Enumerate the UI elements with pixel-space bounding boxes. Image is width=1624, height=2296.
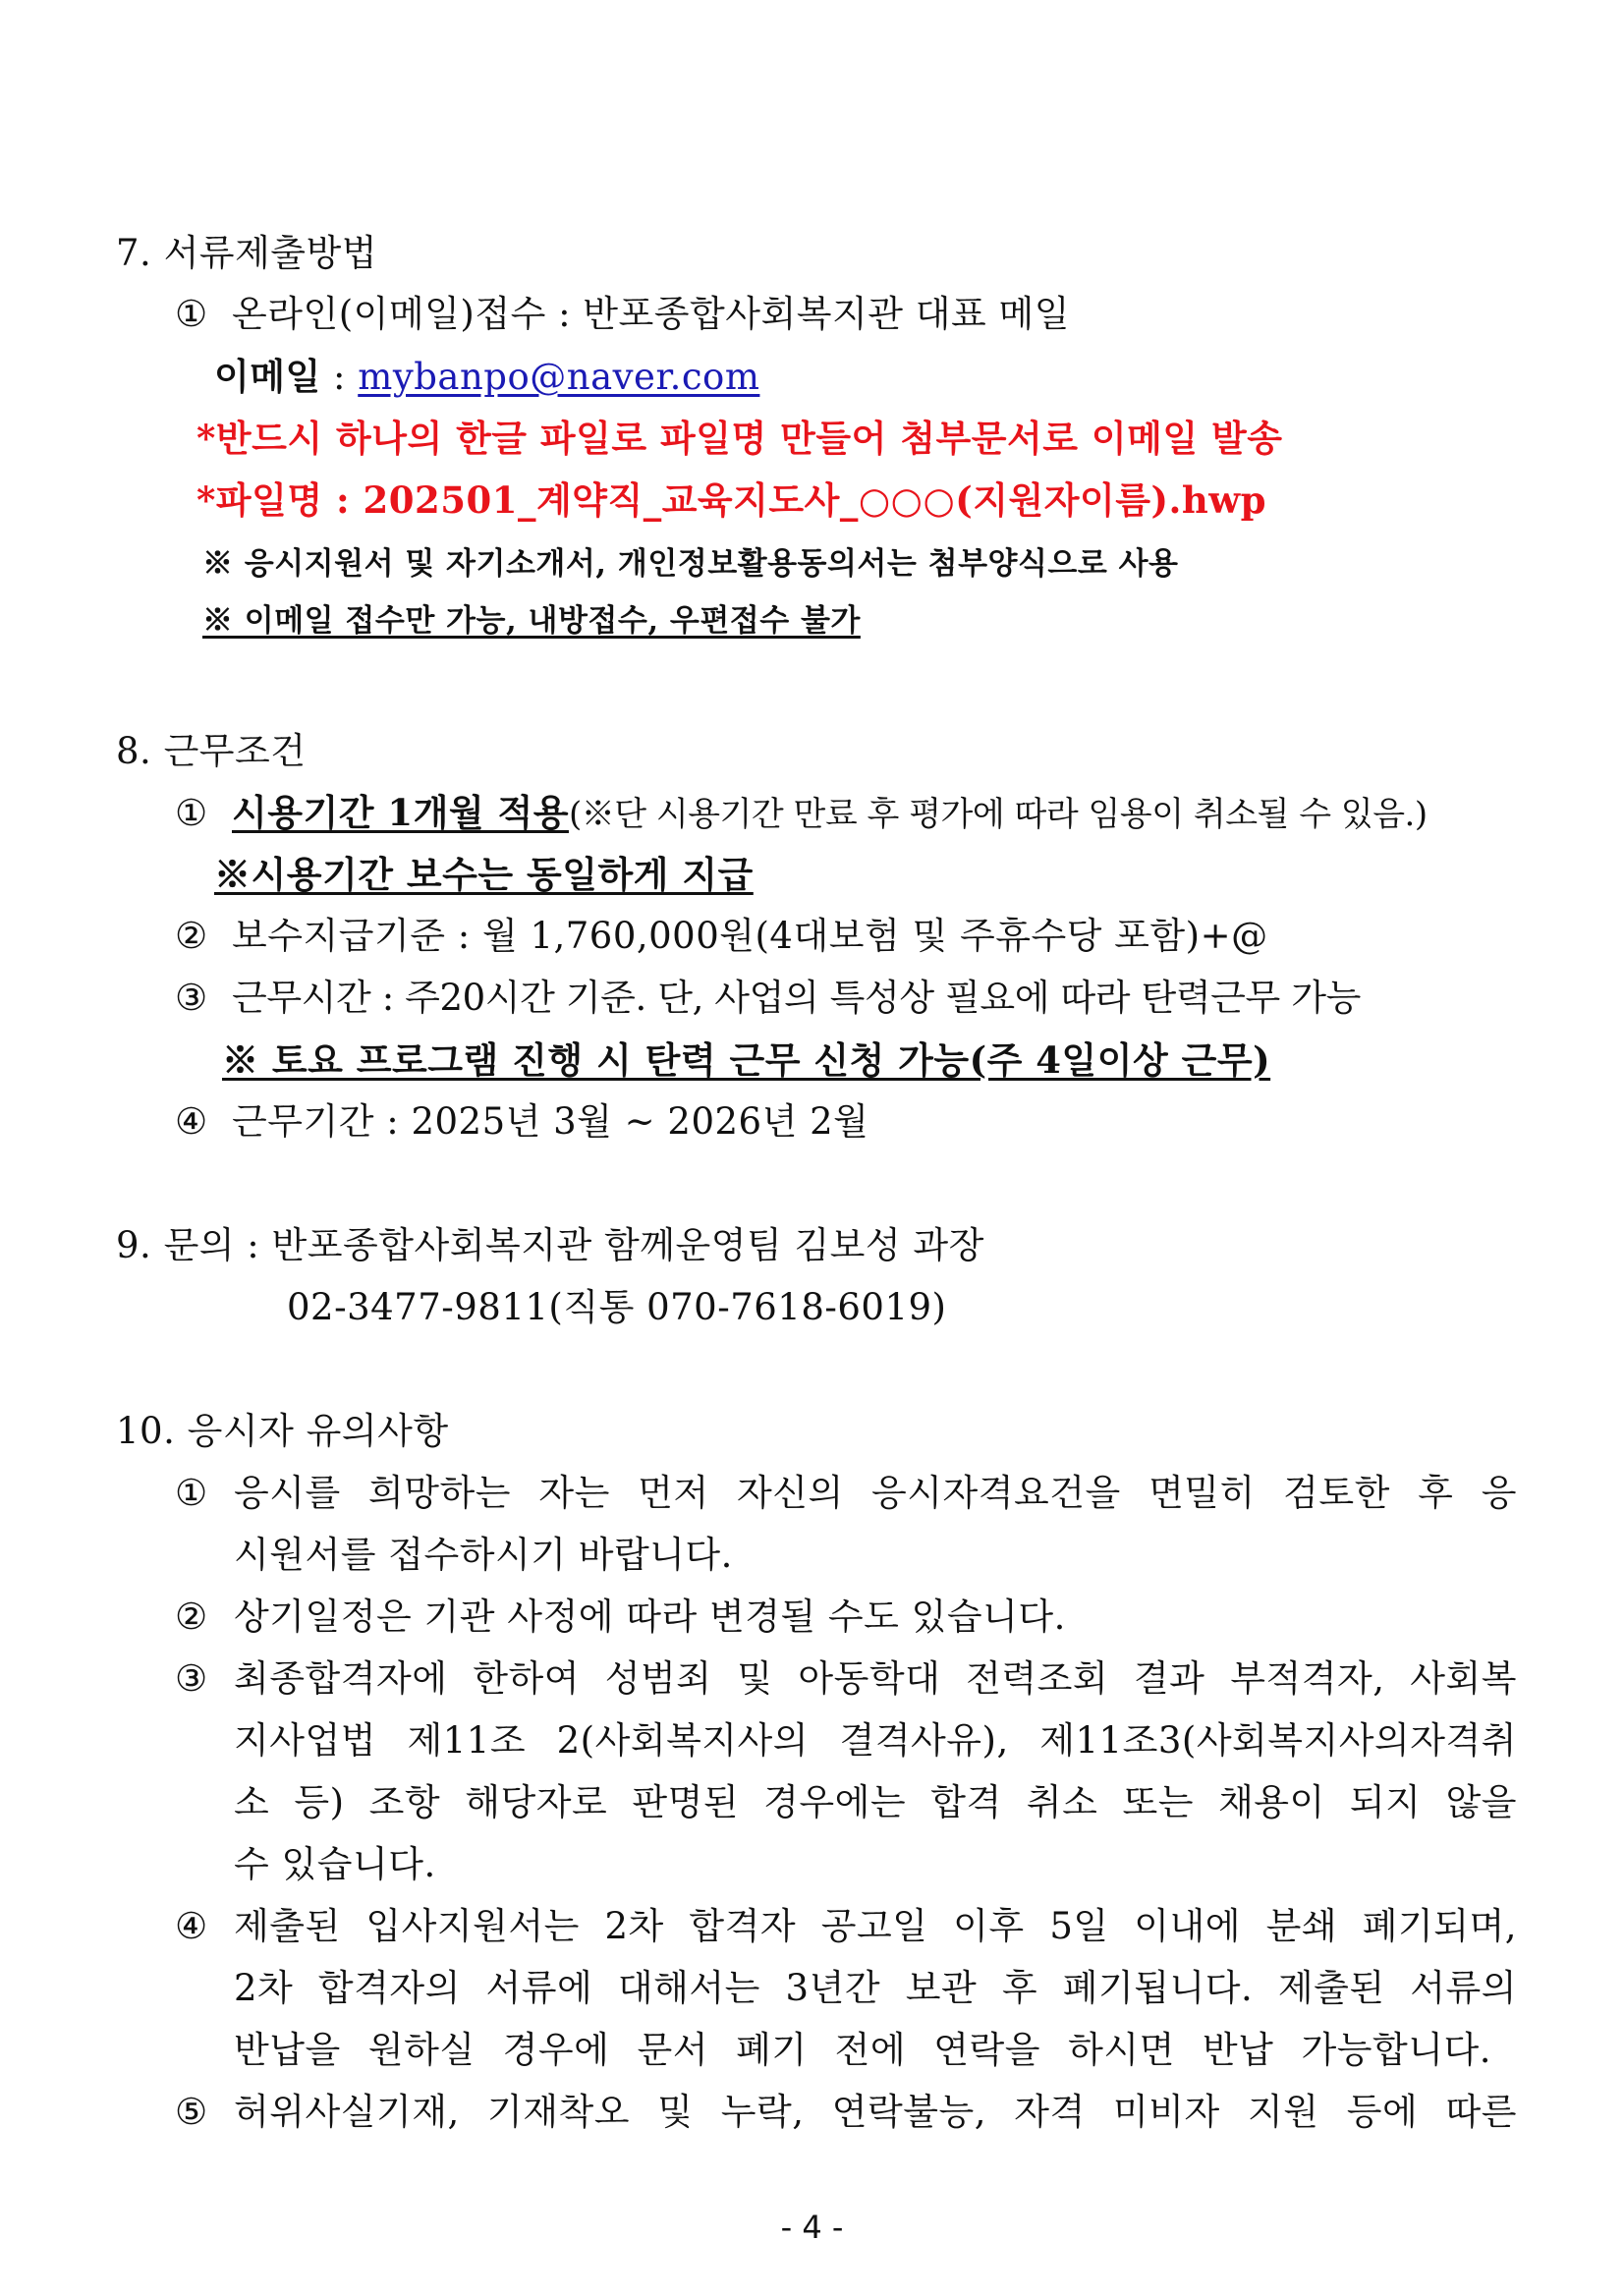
note-attachment-forms: ※ 응시지원서 및 자기소개서, 개인정보활용동의서는 첨부양식으로 사용	[202, 546, 1179, 582]
item-text: 보수지급기준 : 월 1,760,000원(4대보험 및 주휴수당 포함)+@	[232, 915, 1268, 957]
red-instruction-2: *파일명 : 202501_계약직_교육지도사_○○○(지원자이름).hwp	[196, 478, 1266, 522]
section-10-item-4-line-1: 제출된 입사지원서는 2차 합격자 공고일 이후 5일 이내에 분쇄 폐기되며,	[234, 1905, 1517, 1947]
probation-note: (※단 시용기간 만료 후 평가에 따라 임용이 취소될 수 있음.)	[568, 795, 1428, 834]
section-10-item-4-number: ④	[175, 1905, 208, 1947]
probation-period: 시용기간 1개월 적용	[232, 791, 569, 834]
section-10-item-2-number: ②	[175, 1596, 208, 1638]
section-7-item-1	[175, 291, 1070, 338]
section-10-item-4-line-3: 반납을 원하실 경우에 문서 폐기 전에 연락을 하시면 반납 가능합니다.	[234, 2029, 1491, 2071]
email-separator: :	[320, 356, 359, 398]
contact-phone: 02-3477-9811(직통 070-7618-6019)	[287, 1286, 947, 1328]
email-link[interactable]: mybanpo@naver.com	[358, 356, 760, 398]
section-10-item-1-line-2: 시원서를 접수하시기 바랍니다.	[234, 1534, 733, 1576]
page-number: - 4 -	[780, 2209, 844, 2246]
section-7-heading: 7. 서류제출방법	[116, 232, 378, 274]
saturday-program-note: ※ 토요 프로그램 진행 시 탄력 근무 신청 가능(주 4일이상 근무)	[222, 1038, 1271, 1082]
section-10-item-1-line-1: 응시를 희망하는 자는 먼저 자신의 응시자격요건을 면밀히 검토한 후 응	[234, 1472, 1517, 1514]
item-number: ④	[175, 1100, 208, 1143]
section-10-item-2-line-1: 상기일정은 기관 사정에 따라 변경될 수도 있습니다.	[234, 1596, 1066, 1638]
section-10-item-3-line-1: 최종합격자에 한하여 성범죄 및 아동학대 전력조회 결과 부적격자, 사회복	[234, 1657, 1517, 1700]
item-number: ②	[175, 915, 208, 957]
section-10-heading: 10. 응시자 유의사항	[116, 1410, 449, 1452]
section-10-item-3-line-4: 수 있습니다.	[234, 1843, 436, 1885]
section-8-item-1	[175, 789, 1428, 838]
section-10-item-4-line-2: 2차 합격자의 서류에 대해서는 3년간 보관 후 폐기됩니다. 제출된 서류의	[234, 1967, 1517, 2009]
item-number: ③	[175, 977, 208, 1019]
item-number: ①	[175, 293, 208, 335]
section-9-contact: 9. 문의 : 반포종합사회복지관 함께운영팀 김보성 과장	[116, 1224, 984, 1266]
section-10-item-5-line-1: 허위사실기재, 기재착오 및 누락, 연락불능, 자격 미비자 지원 등에 따른	[234, 2091, 1517, 2133]
section-8-item-2	[175, 913, 1268, 960]
section-10-item-3-line-2: 지사업법 제11조 2(사회복지사의 결격사유), 제11조3(사회복지사의자격취	[234, 1719, 1517, 1762]
section-10-item-3-number: ③	[175, 1657, 208, 1700]
section-8-heading: 8. 근무조건	[116, 730, 307, 772]
section-10-item-3-line-3: 소 등) 조항 해당자로 판명된 경우에는 합격 취소 또는 채용이 되지 않을	[234, 1781, 1517, 1823]
email-label: 이메일	[214, 355, 321, 398]
note-email-only: ※ 이메일 접수만 가능, 내방접수, 우편접수 불가	[202, 603, 861, 639]
section-10-item-5-number: ⑤	[175, 2091, 208, 2133]
item-number: ①	[175, 792, 208, 834]
item-text: 근무시간 : 주20시간 기준. 단, 사업의 특성상 필요에 따라 탄력근무 가능	[232, 977, 1361, 1019]
section-8-item-4	[175, 1098, 868, 1146]
red-instruction-1: *반드시 하나의 한글 파일로 파일명 만들어 첨부문서로 이메일 발송	[196, 417, 1283, 460]
section-8-item-3	[175, 975, 1361, 1022]
item-text: 온라인(이메일)접수 : 반포종합사회복지관 대표 메일	[232, 293, 1070, 335]
email-line	[214, 353, 759, 401]
section-10-item-1-number: ①	[175, 1472, 208, 1514]
probation-pay-note: ※시용기간 보수는 동일하게 지급	[214, 853, 754, 896]
item-text: 근무기간 : 2025년 3월 ~ 2026년 2월	[232, 1100, 869, 1143]
